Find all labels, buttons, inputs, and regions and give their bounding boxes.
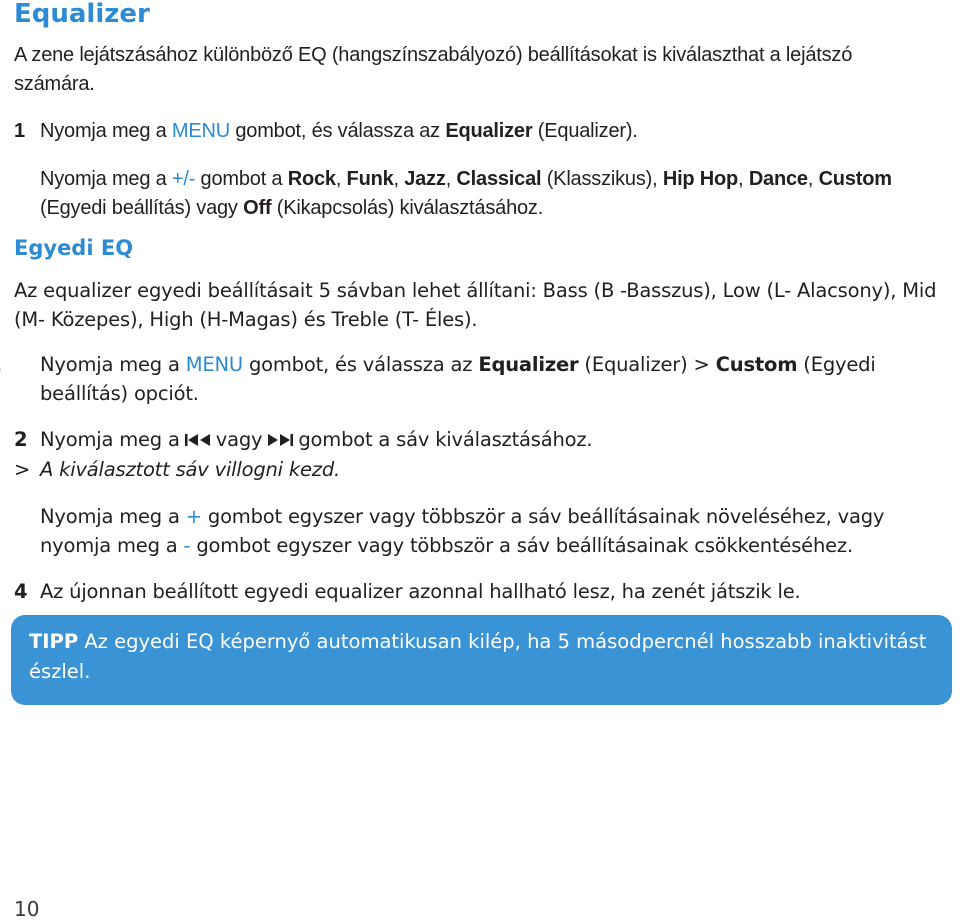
page-number: 10 <box>14 897 40 921</box>
plus-minus-key: +/- <box>171 168 196 190</box>
result-marker: > <box>14 458 31 481</box>
tip-label: TIPP <box>29 630 79 653</box>
plus-key: + <box>185 505 202 528</box>
step-2: Nyomja meg a +/- gombot a Rock, Funk, Jazz, Classical (Klasszikus), Hip Hop, Dance, Custom (Egyedi beállítás) vagy Off (Kikapcsolás) kiválasztásához. <box>14 165 950 223</box>
custom-step-2: 2 Nyomja meg a vagy gombot a sáv kiválasztásához. <box>14 425 934 455</box>
step-number: 4 <box>14 580 28 603</box>
minus-key: - <box>183 534 191 557</box>
step-number <box>14 502 40 531</box>
step-number <box>14 165 40 194</box>
menu-key: MENU <box>185 353 243 376</box>
custom-step-4: 4 Az újonnan beállított egyedi equalizer azonnal hallható lesz, ha zenét játszik le. <box>14 577 934 606</box>
tip-body: Az egyedi EQ képernyő automatikusan kilép, ha 5 másodpercnél hosszabb inaktivitást észlel. <box>29 630 927 683</box>
step-number <box>14 350 40 379</box>
next-track-icon <box>266 426 294 455</box>
custom-step-3: Nyomja meg a + gombot egyszer vagy többször a sáv beállításainak növeléséhez, vagy nyomja meg a - gombot egyszer vagy többször a sáv beállításainak csökkentéséhez. <box>14 502 940 560</box>
step-number: 2 <box>14 428 28 451</box>
custom-intro-paragraph: Az equalizer egyedi beállításait 5 sávban lehet állítani: Bass (B -Basszus), Low (L- Alacsony), Mid (M- Közepes), High (H-Magas) és Treble (T- Éles). <box>14 279 937 331</box>
menu-key: MENU <box>171 120 230 142</box>
result-text: A kiválasztott sáv villogni kezd. <box>40 458 340 481</box>
tip-box <box>11 615 952 705</box>
previous-track-icon <box>184 426 212 455</box>
step-1: 1 Nyomja meg a MENU gombot, és válassza az Equalizer (Equalizer). <box>14 117 638 146</box>
step-number: 1 <box>14 120 25 142</box>
custom-step-1: Nyomja meg a MENU gombot, és válassza az Equalizer (Equalizer) > Custom (Egyedi beállítás) opciót. <box>14 350 960 408</box>
intro-paragraph: A zene lejátszásához különböző EQ (hangszínszabályozó) beállításokat is kiválaszthat a lejátszó számára. <box>14 44 853 95</box>
section-subheading: Egyedi EQ <box>14 236 134 260</box>
custom-step-2-result <box>14 455 340 484</box>
tip-text <box>29 627 939 687</box>
page-title: Equalizer <box>14 0 150 29</box>
